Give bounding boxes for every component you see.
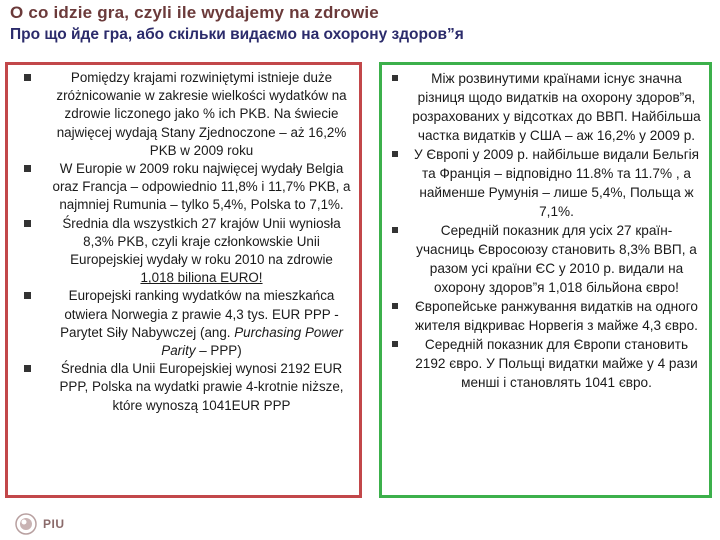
bullet-text-italic: Purchasing Power Parity [161, 324, 343, 359]
bullet-square-icon [392, 151, 398, 157]
logo-text: PIU [43, 517, 65, 531]
list-item [390, 145, 701, 221]
list-item [390, 69, 701, 145]
bullet-text: У Європі у 2009 р. найбільше видали Бельгія та Франція – відповідно 11.8% та 11.7% , а найменше Румунія – лише 5,4%, Польща ж 7,1%. [413, 147, 700, 219]
bullet-text-tail: – PPP) [195, 343, 242, 359]
bullet-text: Średnia dla Unii Europejskiej wynosi 2192 EUR PPP, Polska na wydatki prawie 4-krotnie niższe, które wynoszą 1041EUR PPP [59, 361, 344, 413]
bullet-square-icon [24, 165, 31, 172]
bullet-square-icon [24, 365, 31, 372]
bullet-text: Європейське ранжування видатків на одного жителя відкриває Норвегія з майже 4,3 євро. [415, 299, 698, 333]
list-item [390, 221, 701, 297]
bullet-square-icon [24, 292, 31, 299]
bullet-text: W Europie w 2009 roku najwięcej wydały Belgia oraz Francja – odpowiednio 11,8% i 11,7% PKB, a najmniej Rumunia – tylko 5,4%, Polska to 7,1%. [52, 161, 351, 213]
page-title-ukrainian: Про що йде гра, або скільки видаємо на охорону здоров”я [10, 26, 464, 43]
bullet-square-icon [24, 74, 31, 81]
list-item [18, 287, 351, 360]
list-item [18, 160, 351, 215]
list-item [390, 335, 701, 392]
piu-logo-icon [15, 513, 37, 535]
bullet-square-icon [392, 303, 398, 309]
bullet-text: Між розвинутими країнами існує значна різниця щодо видатків на охорону здоров”я, розрахованих у відсотках до ВВП. Найбільша частка видатків у США – аж 16,2% у 2009 р. [412, 71, 701, 143]
bullet-text-underlined: 1,018 biliona EURO! [140, 270, 263, 286]
bullet-text: Pomiędzy krajami rozwiniętymi istnieje duże zróżnicowanie w zakresie wielkości wydatków na zdrowie liczonego jako % ich PKB. Na świecie najwięcej wydają Stany Zjednoczone – aż 16,2% PKB w 2009 roku [56, 70, 347, 158]
bullet-square-icon [392, 227, 398, 233]
ukrainian-bullet-list [382, 65, 709, 392]
polish-bullet-list [8, 65, 359, 415]
bullet-text: Середній показник для усіх 27 країн-учасниць Євросоюзу становить 8,3% ВВП, а разом усі країни ЄС у 2010 р. видали на охорону здоров”я 1,018 більйона євро! [416, 223, 697, 295]
bullet-square-icon [24, 220, 31, 227]
bullet-text: Średnia dla wszystkich 27 krajów Unii wyniosła 8,3% PKB, czyli kraje członkowskie Unii Europejskiej wydały w roku 2010 na zdrowie [62, 215, 341, 268]
bullet-square-icon [392, 75, 398, 81]
bullet-text: Europejski ranking wydatków na mieszkańca otwiera Norwegia z prawie 4,3 tys. EUR PPP - Parytet Siły Nabywczej (ang. [60, 288, 339, 340]
footer-logo [15, 512, 65, 536]
ukrainian-text-panel [379, 62, 712, 498]
list-item [390, 297, 701, 335]
page-title-polish: O co idzie gra, czyli ile wydajemy na zdrowie [10, 3, 379, 22]
bullet-square-icon [392, 341, 398, 347]
list-item [18, 215, 351, 288]
bullet-text: Середній показник для Європи становить 2192 євро. У Польщі видатки майже у 4 рази менші і становлять 1041 євро. [415, 337, 698, 390]
list-item [18, 69, 351, 160]
list-item [18, 360, 351, 415]
polish-text-panel [5, 62, 362, 498]
